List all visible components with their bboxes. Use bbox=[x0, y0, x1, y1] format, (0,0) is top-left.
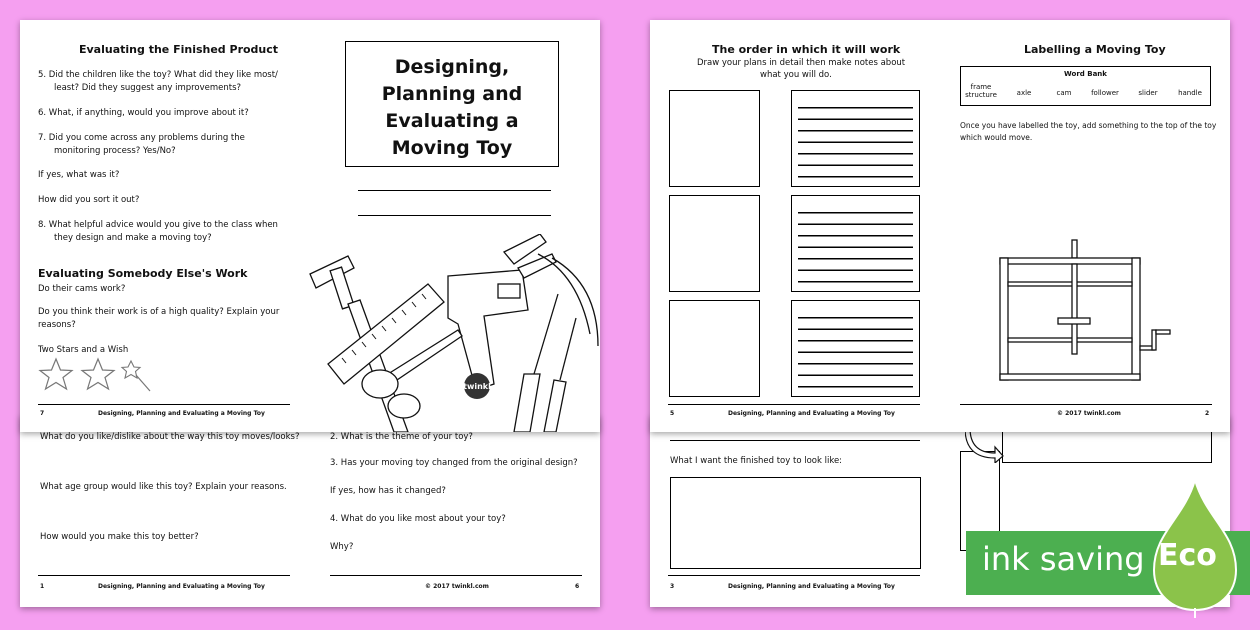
footer-title: Designing, Planning and Evaluating a Moving Toy bbox=[98, 410, 265, 417]
name-line-1 bbox=[358, 190, 551, 191]
footer-page-number: 3 bbox=[670, 583, 675, 590]
footer-title: Designing, Planning and Evaluating a Moving Toy bbox=[98, 583, 265, 590]
question-6: 6. What, if anything, would you improve about it? bbox=[38, 108, 249, 118]
word-bank-title: Word Bank bbox=[1064, 70, 1107, 78]
two-stars-wish-label: Two Stars and a Wish bbox=[38, 345, 129, 355]
right-front-sheet bbox=[650, 20, 1230, 432]
word-bank-item: frame structure bbox=[965, 83, 997, 99]
word-bank-item: axle bbox=[1016, 89, 1032, 97]
cam-toy-frame-diagram bbox=[995, 238, 1180, 383]
heading-evaluating-finished-product: Evaluating the Finished Product bbox=[79, 43, 279, 56]
question-if-yes-changed: If yes, how has it changed? bbox=[330, 486, 446, 496]
question-5-line1: 5. Did the children like the toy? What did they like most/ bbox=[38, 70, 278, 80]
footer-rule-left bbox=[668, 404, 920, 405]
question-quality-line1: Do you think their work is of a high quality? Explain your bbox=[38, 307, 280, 317]
plan-drawing-box-2[interactable] bbox=[669, 195, 760, 292]
plans-instruction-line2: what you will do. bbox=[760, 70, 832, 80]
question-age-group: What age group would like this toy? Explain your reasons. bbox=[40, 482, 287, 492]
question-3: 3. Has your moving toy changed from the original design? bbox=[330, 458, 578, 468]
heading-labelling-toy: Labelling a Moving Toy bbox=[1024, 43, 1166, 56]
question-8-line2: they design and make a moving toy? bbox=[54, 233, 212, 243]
footer-rule bbox=[38, 404, 290, 405]
question-4: 4. What do you like most about your toy? bbox=[330, 514, 506, 524]
finished-toy-drawing-box[interactable] bbox=[670, 477, 921, 569]
question-if-yes: If yes, what was it? bbox=[38, 170, 120, 180]
eco-label: Eco bbox=[1158, 538, 1217, 573]
plan-notes-box-3[interactable] bbox=[791, 300, 920, 397]
question-7-line2: monitoring process? Yes/No? bbox=[54, 146, 176, 156]
name-line-2 bbox=[358, 215, 551, 216]
plan-notes-box-1[interactable] bbox=[791, 90, 920, 187]
heading-evaluating-somebody-else: Evaluating Somebody Else's Work bbox=[38, 267, 248, 280]
footer-page-number: 5 bbox=[670, 410, 675, 417]
left-back-sheet bbox=[20, 415, 600, 607]
tools-illustration bbox=[308, 234, 600, 432]
footer-page-number: 7 bbox=[40, 410, 45, 417]
heading-order-of-work: The order in which it will work bbox=[712, 43, 901, 56]
question-cams-work: Do their cams work? bbox=[38, 284, 126, 294]
question-make-better: How would you make this toy better? bbox=[40, 532, 199, 542]
footer-page-number: 2 bbox=[1205, 410, 1210, 417]
labelling-instruction-line1: Once you have labelled the toy, add something to the top of the toy bbox=[960, 121, 1217, 130]
plan-notes-box-2[interactable] bbox=[791, 195, 920, 292]
footer-copyright: © 2017 twinkl.com bbox=[1057, 410, 1121, 417]
plan-drawing-box-3[interactable] bbox=[669, 300, 760, 397]
plans-instruction-line1: Draw your plans in detail then make notes about bbox=[697, 58, 906, 68]
footer-copyright: © 2017 twinkl.com bbox=[425, 583, 489, 590]
page-title: Designing, Planning and Evaluating a Moving Toy bbox=[381, 56, 523, 159]
footer-page-number: 6 bbox=[575, 583, 580, 590]
stars-and-wish-icon bbox=[38, 356, 173, 396]
question-2: 2. What is the theme of your toy? bbox=[330, 432, 473, 442]
ink-saving-label: ink saving bbox=[982, 540, 1145, 578]
note-line bbox=[670, 440, 920, 441]
question-why: Why? bbox=[330, 542, 354, 552]
question-sort-out: How did you sort it out? bbox=[38, 195, 140, 205]
question-5-line2: least? Did they suggest any improvements? bbox=[54, 83, 242, 93]
question-quality-line2: reasons? bbox=[38, 320, 76, 330]
footer-rule-right bbox=[330, 575, 582, 576]
footer-title: Designing, Planning and Evaluating a Moving Toy bbox=[728, 410, 895, 417]
plan-drawing-box-1[interactable] bbox=[669, 90, 760, 187]
footer-rule-left bbox=[38, 575, 290, 576]
labelling-instruction-line2: which would move. bbox=[960, 133, 1033, 142]
word-bank-item: slider bbox=[1138, 89, 1158, 97]
word-bank bbox=[960, 66, 1211, 106]
footer-rule bbox=[668, 575, 920, 576]
footer-rule-right bbox=[960, 404, 1212, 405]
word-bank-item: handle bbox=[1178, 89, 1202, 97]
question-like-dislike: What do you like/dislike about the way this toy moves/looks? bbox=[40, 432, 300, 442]
footer-page-number: 1 bbox=[40, 583, 45, 590]
word-bank-item: cam bbox=[1056, 89, 1072, 97]
word-bank-item: follower bbox=[1091, 89, 1119, 97]
footer-title: Designing, Planning and Evaluating a Moving Toy bbox=[728, 583, 895, 590]
question-8-line1: 8. What helpful advice would you give to the class when bbox=[38, 220, 278, 230]
twinkl-logo: twinkl bbox=[463, 382, 491, 391]
question-7-line1: 7. Did you come across any problems during the bbox=[38, 133, 245, 143]
title-box bbox=[345, 41, 559, 167]
left-front-sheet bbox=[20, 20, 600, 432]
finished-look-label: What I want the finished toy to look like: bbox=[670, 456, 843, 466]
